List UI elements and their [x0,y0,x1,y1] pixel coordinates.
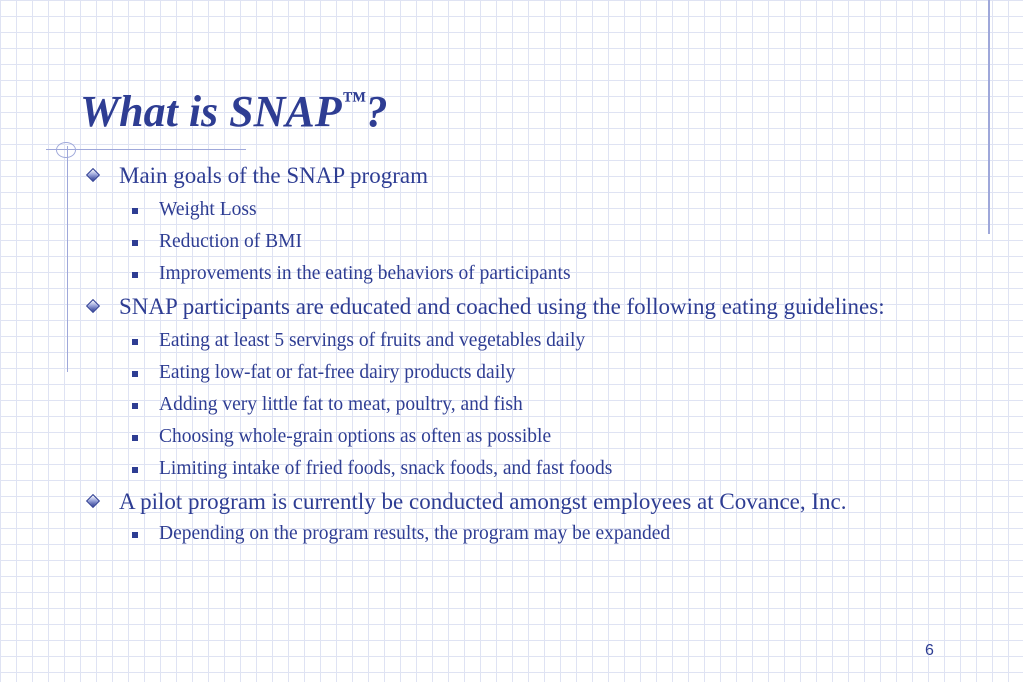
square-bullet-icon [132,435,138,441]
sub-bullet-item [86,458,936,480]
square-bullet-icon [132,467,138,473]
sub-bullet-item [86,426,936,448]
square-bullet-icon [132,208,138,214]
sub-bullet-text: Improvements in the eating behaviors of participants [159,263,571,284]
square-bullet-icon [132,403,138,409]
sub-bullet-item [86,231,936,253]
title-text: What is SNAP [80,87,342,136]
bullet-item [86,162,936,189]
decorative-circle [56,142,76,158]
sub-bullet-item [86,330,936,352]
sub-bullet-text: Limiting intake of fried foods, snack foods, and fast foods [159,458,613,479]
sub-bullet-text: Choosing whole-grain options as often as possible [159,426,552,447]
sub-bullet-item [86,523,936,545]
square-bullet-icon [132,240,138,246]
sub-bullet-text: Depending on the program results, the program may be expanded [159,523,671,544]
diamond-bullet-icon [86,494,100,508]
bullet-item [86,488,936,515]
square-bullet-icon [132,371,138,377]
sub-bullet-text: Eating low-fat or fat-free dairy products daily [159,362,516,383]
decorative-horizontal-line [46,149,246,150]
sub-bullet-text: Weight Loss [159,199,257,220]
diamond-bullet-icon [86,299,100,313]
square-bullet-icon [132,339,138,345]
sub-bullet-list [86,330,936,480]
page-number: 6 [925,642,934,659]
sub-bullet-text: Reduction of BMI [159,231,302,252]
title-suffix: ? [365,87,388,136]
bullet-item [86,293,936,320]
sub-bullet-list [86,523,936,545]
bullet-text: A pilot program is currently be conducted amongst employees at Covance, Inc. [119,489,847,514]
slide-title [80,86,388,138]
square-bullet-icon [132,272,138,278]
sub-bullet-item [86,394,936,416]
decorative-vertical-line [988,0,990,234]
square-bullet-icon [132,532,138,538]
slide-body [86,162,936,545]
trademark-symbol: ™ [341,88,366,114]
sub-bullet-item [86,362,936,384]
diamond-bullet-icon [86,168,100,182]
sub-bullet-text: Adding very little fat to meat, poultry, and fish [159,394,523,415]
bullet-text: SNAP participants are educated and coached using the following eating guidelines: [119,294,885,319]
sub-bullet-item [86,263,936,285]
sub-bullet-item [86,199,936,221]
bullet-text: Main goals of the SNAP program [119,163,428,188]
decorative-vertical-line [67,146,68,372]
sub-bullet-list [86,199,936,285]
sub-bullet-text: Eating at least 5 servings of fruits and vegetables daily [159,330,586,351]
